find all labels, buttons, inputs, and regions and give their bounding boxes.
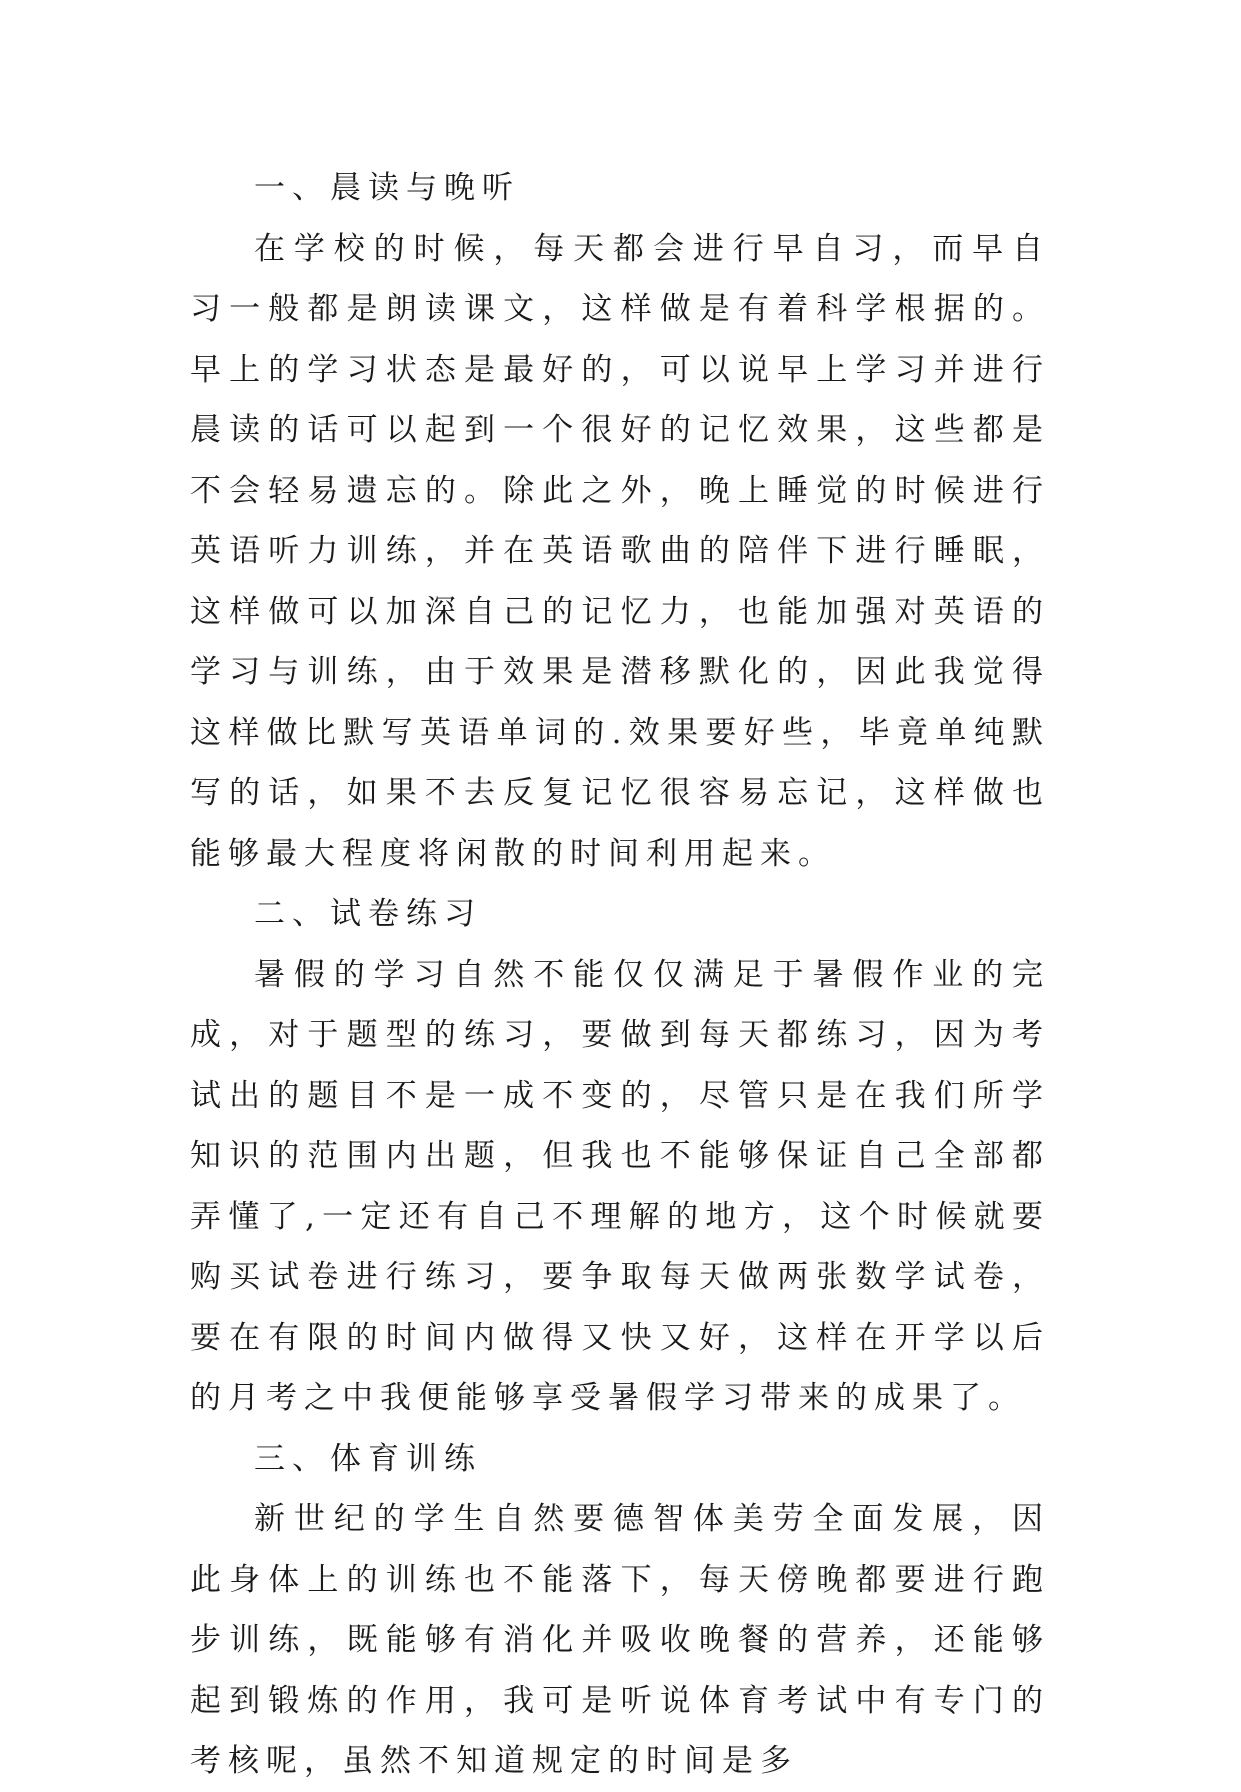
- section-paragraph-1: 在学校的时候，每天都会进行早自习，而早自习一般都是朗读课文，这样做是有着科学根据的。早上的学习状态是最好的，可以说早上学习并进行晨读的话可以起到一个很好的记忆效果，这些都是不会轻易遗忘的。除此之外，晚上睡觉的时候进行英语听力训练，并在英语歌曲的陪伴下进行睡眠，这样做可以加深自己的记忆力，也能加强对英语的学习与训练，由于效果是潜移默化的，因此我觉得这样做比默写英语单词的.效果要好些，毕竟单纯默写的话，如果不去反复记忆很容易忘记，这样做也能够最大程度将闲散的时间利用起来。: [190, 230, 1050, 872]
- section-heading-3: 三、体育训练: [254, 1440, 482, 1477]
- section-heading-2: 二、试卷练习: [254, 896, 482, 932]
- section-paragraph-3: 新世纪的学生自然要德智体美劳全面发展，因此身体上的训练也不能落下，每天傍晚都要进行跑步训练，既能够有消化并吸收晚餐的营养，还能够起到锻炼的作用，我可是听说体育考试中有专门的考核呢，虽然不知道规定的时间是多: [190, 1501, 1050, 1779]
- section-heading-1: 一、晨读与晚听: [254, 170, 520, 206]
- document-body: [190, 158, 1050, 1792]
- section-paragraph-2: 暑假的学习自然不能仅仅满足于暑假作业的完成，对于题型的练习，要做到每天都练习，因为考试出的题目不是一成不变的，尽管只是在我们所学知识的范围内出题，但我也不能够保证自己全部都弄懂了,一定还有自己不理解的地方，这个时候就要购买试卷进行练习，要争取每天做两张数学试卷，要在有限的时间内做得又快又好，这样在开学以后的月考之中我便能够享受暑假学习带来的成果了。: [190, 956, 1050, 1416]
